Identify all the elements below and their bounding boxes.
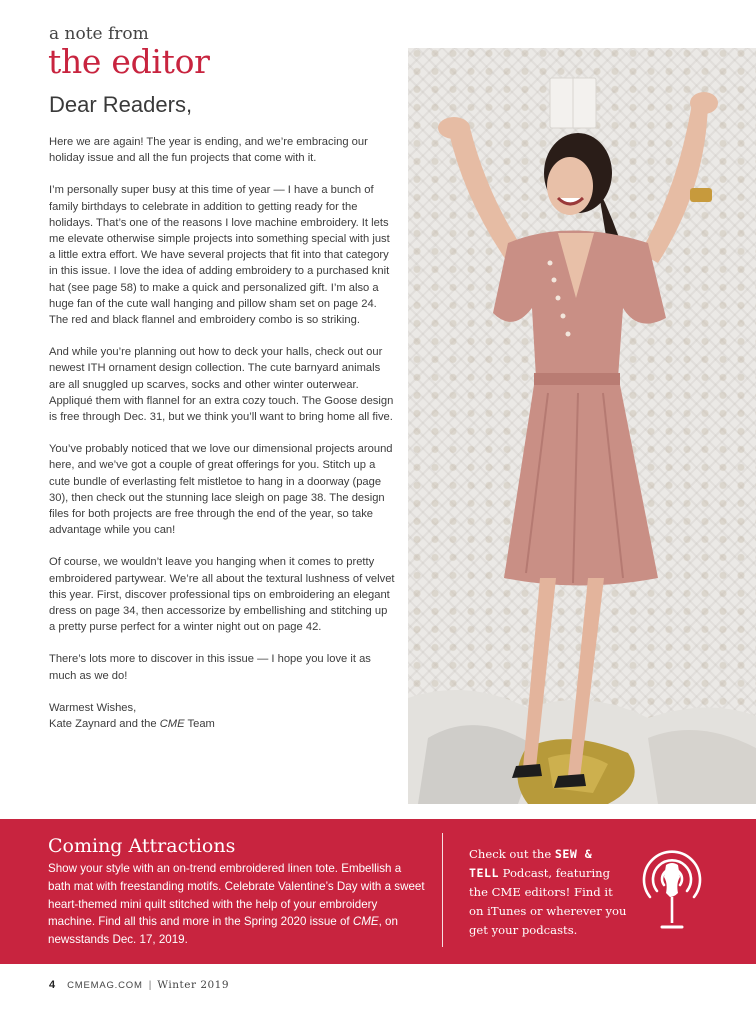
coming-attractions-body: Show your style with an on-trend embroidered linen tote. Embellish a bath mat with freestanding motifs. Celebrate Valentine’s Day with a sweet heart-themed mini quilt stitched with the help of your embroidery machine. Find all this and more in the Spring 2020 issue of: [48, 862, 425, 929]
signature-brand: CME: [159, 718, 185, 731]
coming-attractions-brand: CME: [352, 915, 379, 929]
letter-paragraph: I’m personally super busy at this time of year — I have a bunch of family birthdays to celebrate in addition to getting ready for the holidays. That’s one of the reasons I love machine embroidery. It lets me elevate otherwise simple projects into something special with just a little extra effort. We have several projects that fit into that category in this issue. I love the idea of adding embroidery to a purchased knit hat (see page 58) to make a quick and personalized gift. I’m also a huge fan of the cute wall hanging and pillow sham set on page 24. The red and black flannel and embroidery combo is so striking.: [49, 184, 390, 327]
letter-closing: [49, 700, 395, 732]
sign-off: Warmest Wishes,: [49, 701, 137, 714]
kicker: a note from: [49, 24, 149, 44]
podcast-details: Podcast, featuring the CME editors! Find it on iTunes or wherever you get your podcasts.: [469, 866, 627, 937]
podcast-intro: Check out the: [469, 847, 555, 861]
letter-paragraph: You’ve probably noticed that we love our dimensional projects around here, and we’ve got a couple of great offerings for you. Stitch up a cute bundle of everlasting felt mistletoe to hang in a doorway (page 30), then check out the stunning lace sleigh on page 38. The design files for both projects are free through the end of the year, so take advantage while you can!: [49, 443, 393, 537]
editor-photo-illustration: [408, 48, 756, 804]
signature-name: Kate Zaynard and the: [49, 718, 160, 731]
band-divider: [442, 833, 443, 947]
page-footer: [49, 979, 229, 991]
podcast-name: SEW & TELL: [469, 847, 593, 880]
letter-paragraph: There’s lots more to discover in this issue — I hope you love it as much as we do!: [49, 653, 371, 682]
letter-paragraph: And while you’re planning out how to deck your halls, check out our newest ITH ornament design collection. The cute barnyard animals are all snuggled up scarves, socks and other winter outerwear. Appliqué them with flannel for an extra cozy touch. The Goose design is free through Dec. 31, but we think you’ll want to bring home all five.: [49, 346, 394, 424]
podcast-promo: [469, 845, 629, 940]
salutation: Dear Readers,: [49, 92, 193, 117]
footer-issue: Winter 2019: [157, 979, 230, 991]
coming-attractions-date: , on newsstands Dec. 17, 2019.: [48, 915, 398, 947]
coming-attractions-title: Coming Attractions: [48, 835, 236, 857]
signature-suffix: Team: [184, 718, 215, 731]
podcast-dress-form-icon: [640, 841, 704, 933]
page-number: 4: [49, 979, 56, 991]
letter-paragraph: Here we are again! The year is ending, and we’re embracing our holiday issue and all the fun projects that come with it.: [49, 136, 368, 165]
editor-letter: [49, 134, 395, 732]
coming-attractions-text: [48, 860, 426, 949]
editor-photo: [408, 48, 756, 804]
footer-site: CMEMAG.COM: [67, 979, 143, 991]
coming-attractions-band: [0, 819, 756, 964]
letter-paragraph: Of course, we wouldn’t leave you hanging when it comes to pretty embroidered partywear. We’re all about the textural lushness of velvet this year. First, discover professional tips on embroidering an elegant dress on page 34, then accessorize by embellishing and stitching up a pretty purse perfect for a winter night out on page 42.: [49, 556, 395, 634]
page-title: the editor: [48, 42, 210, 81]
footer-separator: |: [148, 979, 152, 991]
